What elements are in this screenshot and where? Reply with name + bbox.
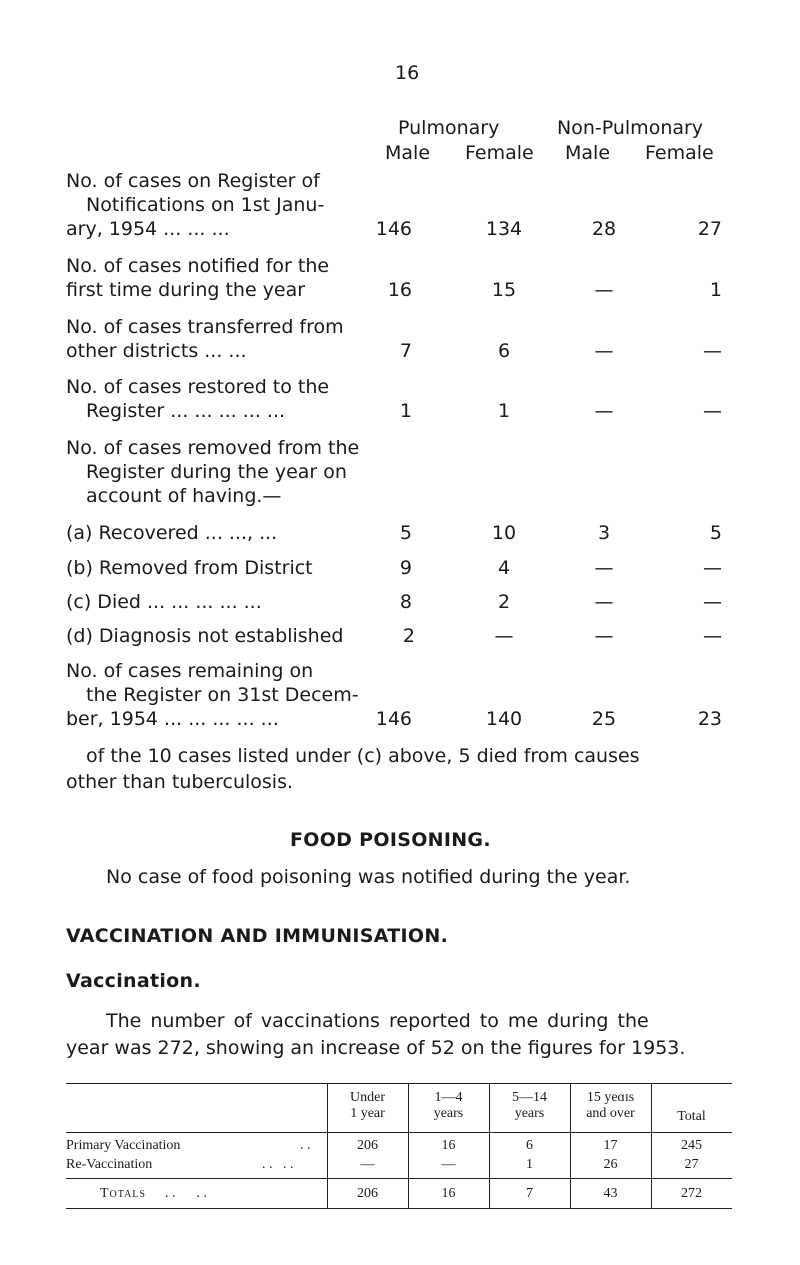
value-cell: 4 [497, 557, 511, 579]
value-cell: 5 [399, 522, 412, 544]
col-header-line: and over [586, 1106, 635, 1121]
row-label-line: ber, 1954 ... ... ... ... ... [66, 708, 279, 730]
col-header-15-over [570, 1090, 651, 1122]
value-cell: 1 [399, 400, 412, 422]
row-label-line: No. of cases notified for the [66, 255, 330, 277]
table-rule [66, 1178, 732, 1179]
value-cell: 8 [399, 591, 412, 613]
row-label-line: Register ... ... ... ... ... [86, 400, 286, 422]
col-header-line: 15 yeɑɪs [586, 1090, 635, 1105]
value-cell: 134 [485, 218, 523, 240]
row-dots: . . [300, 1138, 311, 1153]
value-cell: — [703, 400, 722, 422]
value-cell: 146 [375, 708, 412, 730]
header-female-pulmonary: Female [465, 142, 534, 164]
header-non-pulmonary: Non-Pulmonary [557, 117, 704, 139]
col-header-total [651, 1109, 732, 1125]
value-cell: — [703, 340, 722, 362]
value-cell: 3 [597, 522, 611, 544]
value-cell: 23 [697, 708, 722, 730]
row-label-line: (c) Died ... ... ... ... ... [66, 591, 262, 613]
col-header-line: Total [677, 1109, 706, 1124]
value-cell: — [594, 279, 614, 301]
row-label-line: other districts ... ... [66, 340, 247, 362]
note-line: of the 10 cases listed under (c) above, 5 died from causes [86, 745, 640, 767]
note-line: other than tuberculosis. [66, 771, 294, 793]
value-cell: 140 [485, 708, 523, 730]
col-header-line: 1—4 [434, 1090, 463, 1105]
vaccination-heading: VACCINATION AND IMMUNISATION. [66, 925, 449, 947]
row-label-line: ary, 1954 ... ... ... [66, 218, 230, 240]
col-header-1-4 [408, 1090, 489, 1122]
row-dots: . . . . [262, 1157, 294, 1172]
row-label-line: No. of cases remaining on [66, 660, 314, 682]
value-cell: 2 [497, 591, 511, 613]
value-cell: — [594, 400, 614, 422]
row-label-line: first time during the year [66, 279, 306, 301]
row-label-line: account of having.— [86, 485, 282, 507]
col-header-line: 5—14 [512, 1090, 547, 1105]
row-label-line: (a) Recovered ... ..., ... [66, 522, 278, 544]
col-header-line: years [433, 1106, 464, 1121]
row-label-line: the Register on 31st Decem- [86, 684, 359, 706]
vaccination-paragraph: year was 272, showing an increase of 52 on the figures for 1953. [66, 1037, 686, 1059]
table-rule [66, 1208, 732, 1209]
value-cell: 25 [591, 708, 617, 730]
table-rule [66, 1132, 732, 1133]
cell: 43 [603, 1186, 618, 1201]
header-male-pulmonary: Male [385, 142, 431, 164]
value-cell: — [494, 625, 514, 647]
value-cell: — [594, 340, 614, 362]
row-label-line: No. of cases removed from the [66, 437, 360, 459]
row-label-primary: Primary Vaccination [66, 1138, 181, 1153]
value-cell: — [703, 557, 722, 579]
value-cell: 146 [375, 218, 412, 240]
food-poisoning-text: No case of food poisoning was notified during the year. [106, 866, 631, 888]
value-cell: — [703, 625, 722, 647]
value-cell: — [594, 625, 614, 647]
col-header-line: 1 year [350, 1106, 385, 1121]
cell: — [360, 1157, 375, 1172]
cell: 245 [681, 1138, 702, 1153]
value-cell: 2 [402, 625, 415, 647]
row-label-line: No. of cases restored to the [66, 376, 330, 398]
cell: 27 [684, 1157, 699, 1172]
col-header-line: Under [350, 1090, 385, 1105]
totals-label: Totals [100, 1186, 146, 1201]
value-cell: 7 [399, 340, 412, 362]
food-poisoning-heading: FOOD POISONING. [290, 829, 491, 851]
cell: 16 [441, 1186, 456, 1201]
col-header-line: years [514, 1106, 545, 1121]
value-cell: 9 [399, 557, 412, 579]
col-header-5-14 [489, 1090, 570, 1122]
vaccination-paragraph: The number of vaccinations reported to me during the [106, 1010, 649, 1032]
value-cell: 28 [591, 218, 617, 240]
cell: 206 [357, 1186, 378, 1201]
value-cell: 6 [497, 340, 511, 362]
header-female-non-pulmonary: Female [645, 142, 714, 164]
row-label-line: Register during the year on [86, 461, 347, 483]
row-label-line: (b) Removed from District [66, 557, 313, 579]
row-label-line: (d) Diagnosis not established [66, 625, 344, 647]
row-label-line: No. of cases transferred from [66, 316, 344, 338]
cell: 206 [357, 1138, 378, 1153]
cell: 6 [526, 1138, 533, 1153]
header-male-non-pulmonary: Male [565, 142, 611, 164]
value-cell: 27 [697, 218, 722, 240]
row-dots: . . . . [165, 1186, 207, 1201]
header-pulmonary: Pulmonary [398, 117, 500, 139]
row-label-line: Notifications on 1st Janu- [86, 194, 325, 216]
page-number: 16 [395, 62, 420, 84]
row-label-revaccination: Re-Vaccination [66, 1157, 153, 1172]
cell: 1 [526, 1157, 533, 1172]
cell: 17 [603, 1138, 618, 1153]
table-rule [66, 1083, 732, 1084]
value-cell: — [594, 591, 614, 613]
cell: 16 [441, 1138, 456, 1153]
value-cell: 15 [491, 279, 517, 301]
cell: — [441, 1157, 456, 1172]
row-label-line: No. of cases on Register of [66, 170, 320, 192]
vaccination-subheading: Vaccination. [66, 970, 201, 992]
value-cell: 1 [497, 400, 511, 422]
cell: 272 [681, 1186, 702, 1201]
value-cell: — [703, 591, 722, 613]
col-header-under-1 [327, 1090, 408, 1122]
cell: 26 [603, 1157, 618, 1172]
value-cell: 10 [491, 522, 517, 544]
value-cell: — [594, 557, 614, 579]
value-cell: 1 [709, 279, 722, 301]
cell: 7 [526, 1186, 533, 1201]
value-cell: 16 [387, 279, 412, 301]
value-cell: 5 [709, 522, 722, 544]
